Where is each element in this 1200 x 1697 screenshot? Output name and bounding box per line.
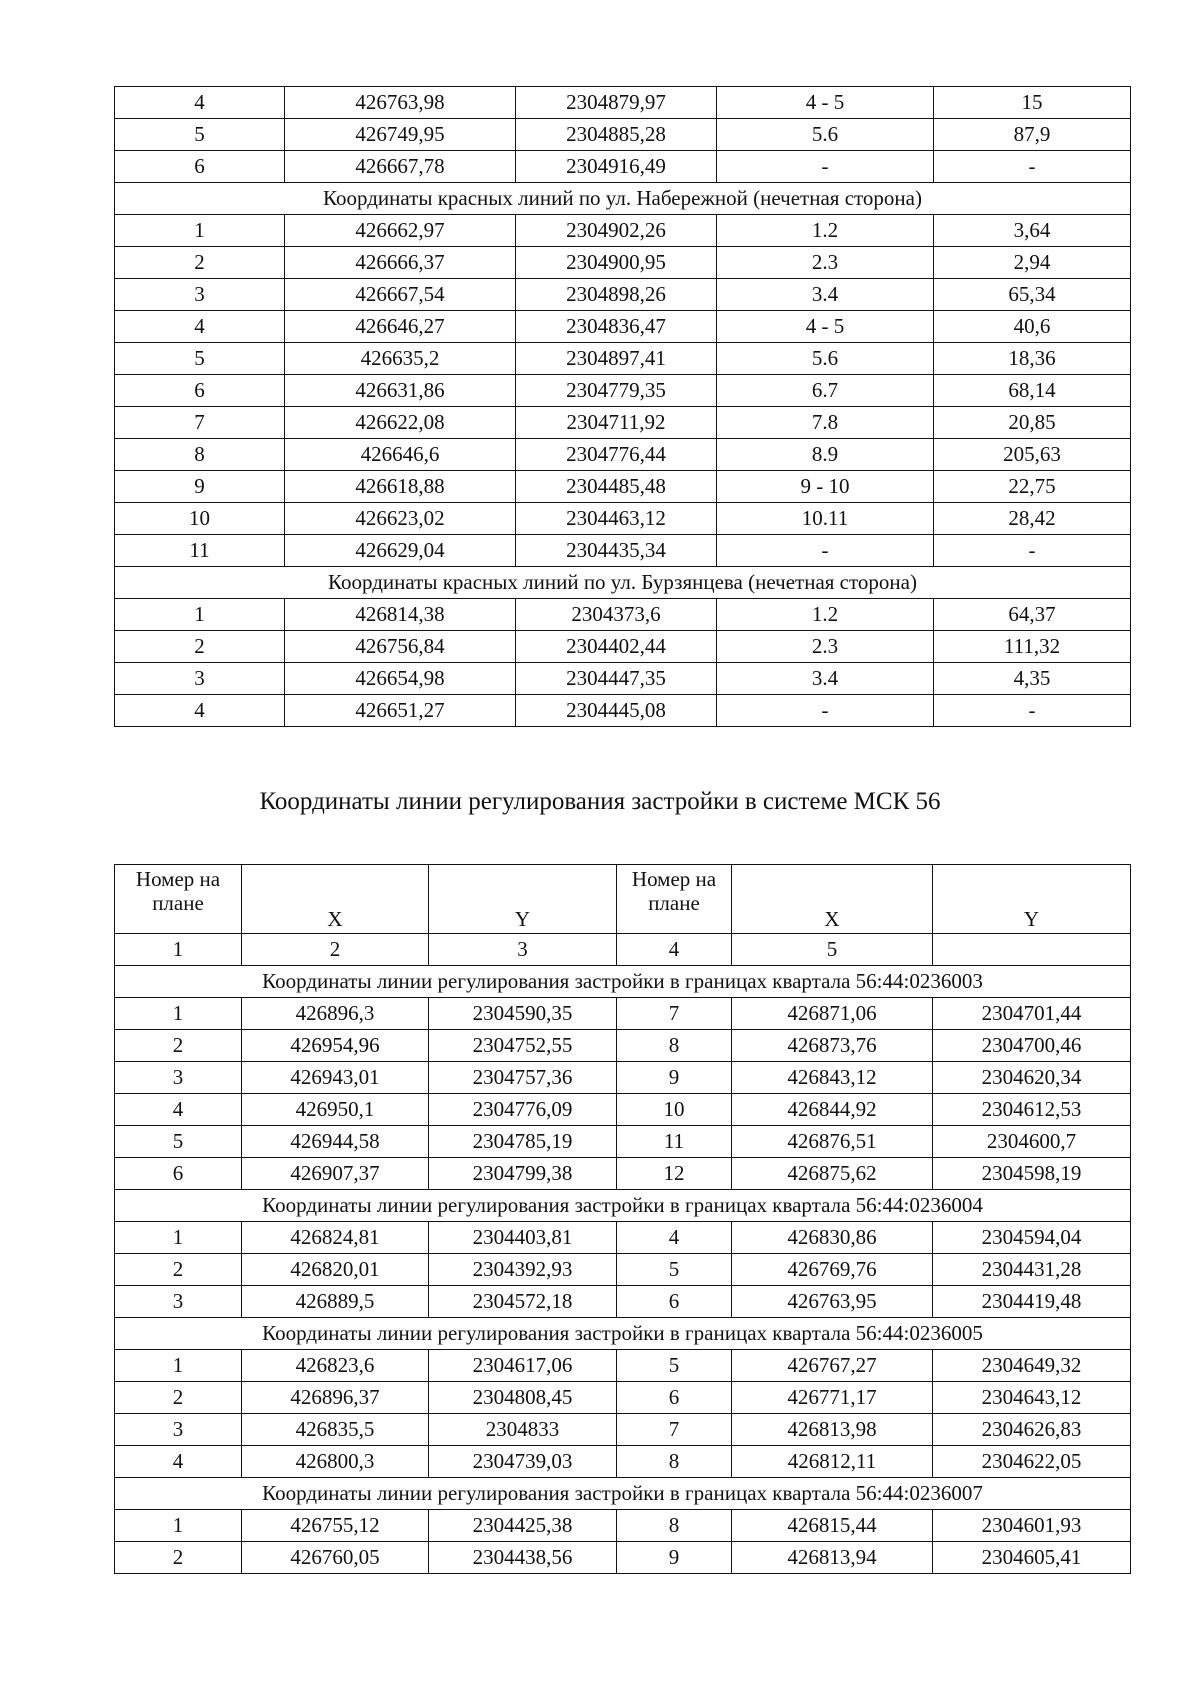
table-cell: 2304485,48 [516,471,717,503]
table-cell: 2 [115,1030,242,1062]
table-cell: 426954,96 [242,1030,429,1062]
table-cell: 2304425,38 [429,1510,617,1542]
table-cell: 2 [115,631,285,663]
table-cell: 111,32 [934,631,1131,663]
table-cell: 2304799,38 [429,1158,617,1190]
table-cell: 2304757,36 [429,1062,617,1094]
table-cell: 4 [115,87,285,119]
table-row [115,407,1131,439]
table-cell: 1 [115,215,285,247]
table-cell: 8 [617,1446,732,1478]
table-cell: 9 [617,1062,732,1094]
table-cell: 426950,1 [242,1094,429,1126]
table-row [115,1158,1131,1190]
table-row [115,663,1131,695]
table-cell: 2304373,6 [516,599,717,631]
table-cell: 1.2 [717,599,934,631]
table-cell: - [717,151,934,183]
table-cell: 6 [115,151,285,183]
section-heading-cell: Координаты линии регулирования застройки в границах квартала 56:44:0236003 [115,966,1131,998]
table-cell: 2304752,55 [429,1030,617,1062]
column-number-cell: 2 [242,934,429,966]
table-cell: 2304419,48 [933,1286,1131,1318]
table-cell: - [934,695,1131,727]
table-cell: 426876,51 [732,1126,933,1158]
table-cell: 2304403,81 [429,1222,617,1254]
column-number-cell: 4 [617,934,732,966]
table-row [115,1446,1131,1478]
table-cell: 2304590,35 [429,998,617,1030]
table-cell: 2304605,41 [933,1542,1131,1574]
table-row [115,1350,1131,1382]
table-cell: 4 [115,1094,242,1126]
table-cell: - [717,535,934,567]
table-row [115,1510,1131,1542]
table-row [115,87,1131,119]
table-row [115,215,1131,247]
table-cell: 2304600,7 [933,1126,1131,1158]
table-row [115,471,1131,503]
table-cell: 3.4 [717,279,934,311]
table-cell: 9 - 10 [717,471,934,503]
table-row [115,1254,1131,1286]
table-cell: 2304700,46 [933,1030,1131,1062]
table-cell: - [934,535,1131,567]
table-cell: - [717,695,934,727]
section-heading-cell: Координаты красных линий по ул. Бурзянцева (нечетная сторона) [115,567,1131,599]
table-cell: 426667,54 [285,279,516,311]
table-row [115,1062,1131,1094]
table-cell: 4 - 5 [717,87,934,119]
table-cell: 9 [617,1542,732,1574]
table-cell: 2304601,93 [933,1510,1131,1542]
column-number-row [115,934,1131,966]
table-cell: 2304622,05 [933,1446,1131,1478]
table-cell: 426666,37 [285,247,516,279]
table-cell: 426622,08 [285,407,516,439]
table-cell: 426618,88 [285,471,516,503]
table-cell: 2304739,03 [429,1446,617,1478]
table-cell: 4 - 5 [717,311,934,343]
table-cell: 426749,95 [285,119,516,151]
table-cell: 2304711,92 [516,407,717,439]
table-cell: 3 [115,1286,242,1318]
table-cell: 2304898,26 [516,279,717,311]
header-cell: Номер на плане [115,865,242,934]
table-cell: 2304833 [429,1414,617,1446]
table-cell: 40,6 [934,311,1131,343]
table-cell: 426800,3 [242,1446,429,1478]
table-cell: 10.11 [717,503,934,535]
table-cell: 2304445,08 [516,695,717,727]
table-cell: 18,36 [934,343,1131,375]
table-row [115,279,1131,311]
table-cell: 426755,12 [242,1510,429,1542]
table-row [115,375,1131,407]
header-cell: Y [429,865,617,934]
header-cell: X [732,865,933,934]
column-number-cell: 1 [115,934,242,966]
table-cell: 426835,5 [242,1414,429,1446]
header-cell: Y [933,865,1131,934]
table-cell: 8 [617,1510,732,1542]
section-heading-cell: Координаты красных линий по ул. Набережной (нечетная сторона) [115,183,1131,215]
table-row [115,631,1131,663]
table-cell: 64,37 [934,599,1131,631]
table-cell: 5 [115,1126,242,1158]
table-cell: 22,75 [934,471,1131,503]
table-cell: 426823,6 [242,1350,429,1382]
table-cell: 426815,44 [732,1510,933,1542]
table-cell: 426871,06 [732,998,933,1030]
table-cell: 426824,81 [242,1222,429,1254]
table-row [115,503,1131,535]
table-cell: 4 [115,311,285,343]
table-cell: 426873,76 [732,1030,933,1062]
table-cell: 5.6 [717,119,934,151]
table-cell: 6 [115,375,285,407]
table-cell: 426629,04 [285,535,516,567]
table-cell: 426654,98 [285,663,516,695]
table-cell: 426896,3 [242,998,429,1030]
table-cell: 7 [115,407,285,439]
table-cell: 2304808,45 [429,1382,617,1414]
table-cell: 4 [115,695,285,727]
table-cell: 426896,37 [242,1382,429,1414]
table-cell: 7 [617,998,732,1030]
table-cell: 426820,01 [242,1254,429,1286]
table-cell: 426662,97 [285,215,516,247]
table-cell: 5.6 [717,343,934,375]
table-cell: 6 [617,1382,732,1414]
table-cell: 2304897,41 [516,343,717,375]
table-cell: 10 [115,503,285,535]
table-cell: 2304643,12 [933,1382,1131,1414]
table-cell: 426651,27 [285,695,516,727]
red-lines-coordinates-table [114,86,1131,727]
table-cell: 5 [617,1350,732,1382]
table-cell: 2304649,32 [933,1350,1131,1382]
table-cell: 3 [115,1414,242,1446]
table-cell: 2304776,09 [429,1094,617,1126]
table-row [115,1030,1131,1062]
table-row [115,1094,1131,1126]
table-cell: 426830,86 [732,1222,933,1254]
table-cell: 426769,76 [732,1254,933,1286]
section-heading-row [115,966,1131,998]
table-cell: 2304598,19 [933,1158,1131,1190]
table-cell: 3 [115,663,285,695]
table-cell: 2304612,53 [933,1094,1131,1126]
table-cell: 2.3 [717,247,934,279]
table-cell: 2 [115,1254,242,1286]
section-heading-row [115,183,1131,215]
table-cell: 1 [115,1222,242,1254]
table-row [115,535,1131,567]
section-heading-row [115,1318,1131,1350]
header-cell: Номер на плане [617,865,732,934]
table-cell: 1 [115,1350,242,1382]
table-cell: 426767,27 [732,1350,933,1382]
table-cell: 2304779,35 [516,375,717,407]
table-header-row [115,865,1131,934]
table-cell: 65,34 [934,279,1131,311]
table-cell: 426760,05 [242,1542,429,1574]
table-cell: 2304776,44 [516,439,717,471]
table-cell: 11 [617,1126,732,1158]
section-heading-row [115,567,1131,599]
table-cell: 426771,17 [732,1382,933,1414]
table-cell: 7 [617,1414,732,1446]
table-row [115,1542,1131,1574]
table-cell: 28,42 [934,503,1131,535]
table-cell: 2 [115,1542,242,1574]
table-cell: 4 [617,1222,732,1254]
table-cell: 2304402,44 [516,631,717,663]
table-cell: 2304447,35 [516,663,717,695]
table-cell: 2304902,26 [516,215,717,247]
column-number-cell: 5 [732,934,933,966]
table-cell: 5 [115,343,285,375]
building-line-section-title: Координаты линии регулирования застройки в системе МСК 56 [259,788,941,815]
table-cell: 2304626,83 [933,1414,1131,1446]
table-cell: 426623,02 [285,503,516,535]
table-cell: 3.4 [717,663,934,695]
table-cell: 2.3 [717,631,934,663]
table-cell: 426944,58 [242,1126,429,1158]
table-cell: 10 [617,1094,732,1126]
table-row [115,1414,1131,1446]
table-cell: 426812,11 [732,1446,933,1478]
table-cell: 2304594,04 [933,1222,1131,1254]
table-cell: 4 [115,1446,242,1478]
table-cell: 3 [115,279,285,311]
table-cell: 2304785,19 [429,1126,617,1158]
section-heading-row [115,1478,1131,1510]
table-cell: 2304431,28 [933,1254,1131,1286]
table-cell: 8 [617,1030,732,1062]
section-heading-row [115,1190,1131,1222]
section-heading-cell: Координаты линии регулирования застройки в границах квартала 56:44:0236005 [115,1318,1131,1350]
table-row [115,1286,1131,1318]
table-row [115,151,1131,183]
table-cell: 426756,84 [285,631,516,663]
table-cell: 15 [934,87,1131,119]
table-cell: 87,9 [934,119,1131,151]
table-cell: 7.8 [717,407,934,439]
table-cell: 6.7 [717,375,934,407]
table-cell: 426813,94 [732,1542,933,1574]
table-cell: 2304438,56 [429,1542,617,1574]
table-cell: 1 [115,1510,242,1542]
table-row [115,695,1131,727]
table-cell: 20,85 [934,407,1131,439]
table-cell: 2304572,18 [429,1286,617,1318]
table-cell: 2304620,34 [933,1062,1131,1094]
table-cell: 426631,86 [285,375,516,407]
table-row [115,1382,1131,1414]
table-cell: 426907,37 [242,1158,429,1190]
table-cell: - [934,151,1131,183]
table-cell: 2304701,44 [933,998,1131,1030]
section-heading-cell: Координаты линии регулирования застройки в границах квартала 56:44:0236007 [115,1478,1131,1510]
table-cell: 426889,5 [242,1286,429,1318]
table-cell: 5 [115,119,285,151]
table-row [115,247,1131,279]
table-cell: 205,63 [934,439,1131,471]
table-row [115,1126,1131,1158]
building-line-coordinates-table [114,864,1131,1574]
table-cell: 4,35 [934,663,1131,695]
table-cell: 3 [115,1062,242,1094]
table-cell: 3,64 [934,215,1131,247]
table-cell: 2 [115,247,285,279]
table-cell: 426635,2 [285,343,516,375]
table-row [115,311,1131,343]
table-row [115,119,1131,151]
table-cell: 9 [115,471,285,503]
table-cell: 2,94 [934,247,1131,279]
table-cell: 5 [617,1254,732,1286]
table-cell: 2304879,97 [516,87,717,119]
table-cell: 2304916,49 [516,151,717,183]
table-row [115,1222,1131,1254]
table-cell: 68,14 [934,375,1131,407]
table-cell: 426814,38 [285,599,516,631]
table-cell: 12 [617,1158,732,1190]
header-cell: X [242,865,429,934]
table-cell: 2304617,06 [429,1350,617,1382]
table-cell: 2304435,34 [516,535,717,567]
table-cell: 426875,62 [732,1158,933,1190]
table-cell: 426667,78 [285,151,516,183]
table-cell: 1.2 [717,215,934,247]
table-cell: 2 [115,1382,242,1414]
table-cell: 426763,98 [285,87,516,119]
table-cell: 8.9 [717,439,934,471]
column-number-cell [933,934,1131,966]
table-cell: 1 [115,599,285,631]
section-heading-cell: Координаты линии регулирования застройки в границах квартала 56:44:0236004 [115,1190,1131,1222]
table-cell: 426844,92 [732,1094,933,1126]
table-cell: 426763,95 [732,1286,933,1318]
table-row [115,439,1131,471]
table-cell: 8 [115,439,285,471]
table-cell: 426646,27 [285,311,516,343]
table-row [115,343,1131,375]
table-cell: 426843,12 [732,1062,933,1094]
table-cell: 2304885,28 [516,119,717,151]
table-cell: 426813,98 [732,1414,933,1446]
table-cell: 6 [617,1286,732,1318]
table-cell: 426943,01 [242,1062,429,1094]
table-cell: 2304392,93 [429,1254,617,1286]
column-number-cell: 3 [429,934,617,966]
table-row [115,599,1131,631]
table-cell: 426646,6 [285,439,516,471]
table-cell: 2304463,12 [516,503,717,535]
table-cell: 6 [115,1158,242,1190]
table-cell: 2304836,47 [516,311,717,343]
table-cell: 11 [115,535,285,567]
table-cell: 2304900,95 [516,247,717,279]
table-row [115,998,1131,1030]
table-cell: 1 [115,998,242,1030]
